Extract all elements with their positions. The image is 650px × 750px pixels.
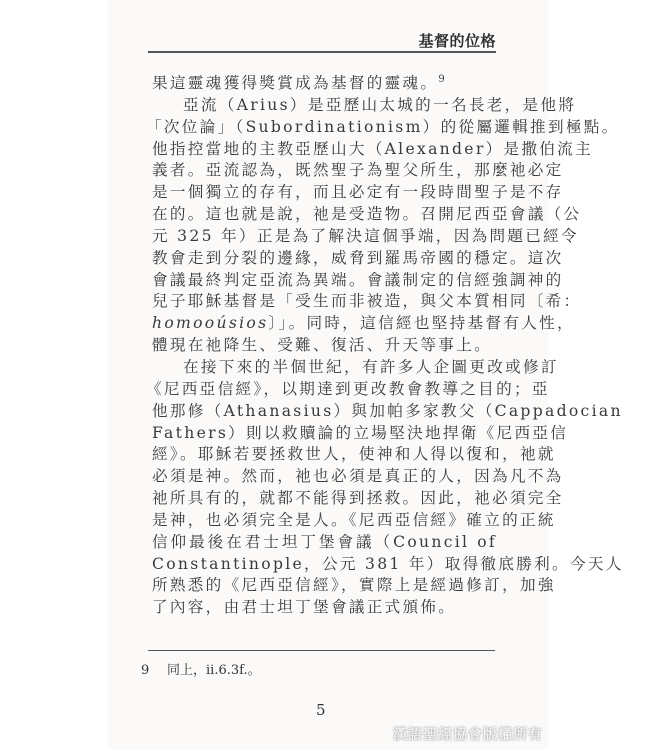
text-line: 義者。亞流認為，既然聖子為聖父所生，那麼祂必定 xyxy=(152,161,564,180)
page-number: 5 xyxy=(316,701,326,719)
header-rule xyxy=(148,51,496,53)
text-line: 所熟悉的《尼西亞信經》，實際上是經過修訂，加強 xyxy=(152,576,556,595)
text-line: 信仰最後在君士坦丁堡會議（Council of xyxy=(152,532,497,551)
text-line: 元 325 年）正是為了解決這個爭端，因為問題已經令 xyxy=(152,226,579,245)
text-line: 教會走到分裂的邊緣，威脅到羅馬帝國的穩定。這次 xyxy=(152,248,564,267)
footnote-reference[interactable]: 9 xyxy=(438,73,445,85)
text-line: 他指控當地的主教亞歷山大（Alexander）是撒伯流主 xyxy=(152,139,593,158)
text-line: 「次位論」（Subordinationism）的從屬邏輯推到極點。 xyxy=(146,117,620,136)
text-line: 必須是神。然而，祂也必須是真正的人，因為凡不為 xyxy=(152,467,564,486)
text-line: Fathers）則以救贖論的立場堅決地捍衛《尼西亞信 xyxy=(152,423,569,442)
text-line xyxy=(152,73,497,95)
greek-term: homooúsios xyxy=(152,314,269,333)
paragraph-start: 在接下來的半個世紀，有許多人企圖更改或修訂 xyxy=(183,357,559,376)
body-text xyxy=(146,73,624,619)
text-line xyxy=(152,313,575,335)
text-line: 會議最終判定亞流為異端。會議制定的信經強調神的 xyxy=(152,270,564,289)
text-line-content: 果這靈魂獲得獎賞成為基督的靈魂。 xyxy=(152,74,439,92)
footnote-rule xyxy=(148,650,495,651)
footnote-text: 同上，ii.6.3f.。 xyxy=(167,663,261,678)
text-line: 《尼西亞信經》，以期達到更改教會教導之目的；亞 xyxy=(146,379,550,398)
text-line-content: 〕」。同時，這信經也堅持基督有人性， xyxy=(268,314,575,333)
text-line: 兒子耶穌基督是「受生而非被造，與父本質相同〔希： xyxy=(152,292,582,311)
text-line: 經》。耶穌若要拯救世人，使神和人得以復和，祂就 xyxy=(152,445,556,464)
paragraph-start: 亞流（Arius）是亞歷山太城的一名長老，是他將 xyxy=(183,95,577,114)
text-line: 了內容，由君士坦丁堡會議正式頒佈。 xyxy=(152,598,457,617)
footnote-number: 9 xyxy=(141,663,150,678)
text-line: 是一個獨立的存有，而且必定有一段時間聖子是不存 xyxy=(152,183,564,202)
text-line: 在的。這也就是說，祂是受造物。召開尼西亞會議（公 xyxy=(152,205,582,224)
text-line: 體現在祂降生、受難、復活、升天等事上。 xyxy=(152,336,492,355)
text-line: 是神，也必須完全是人。《尼西亞信經》確立的正統 xyxy=(152,510,556,529)
copyright-watermark: 漢語聖經協會版權所有 xyxy=(393,727,543,743)
text-line: 祂所具有的，就都不能得到拯救。因此，祂必須完全 xyxy=(152,489,564,508)
running-header-title: 基督的位格 xyxy=(418,32,496,50)
footnote xyxy=(141,659,261,678)
text-line: Constantinople，公元 381 年）取得徹底勝利。今天人 xyxy=(152,554,624,573)
text-line: 他那修（Athanasius）與加帕多家教父（Cappadocian xyxy=(152,401,623,420)
